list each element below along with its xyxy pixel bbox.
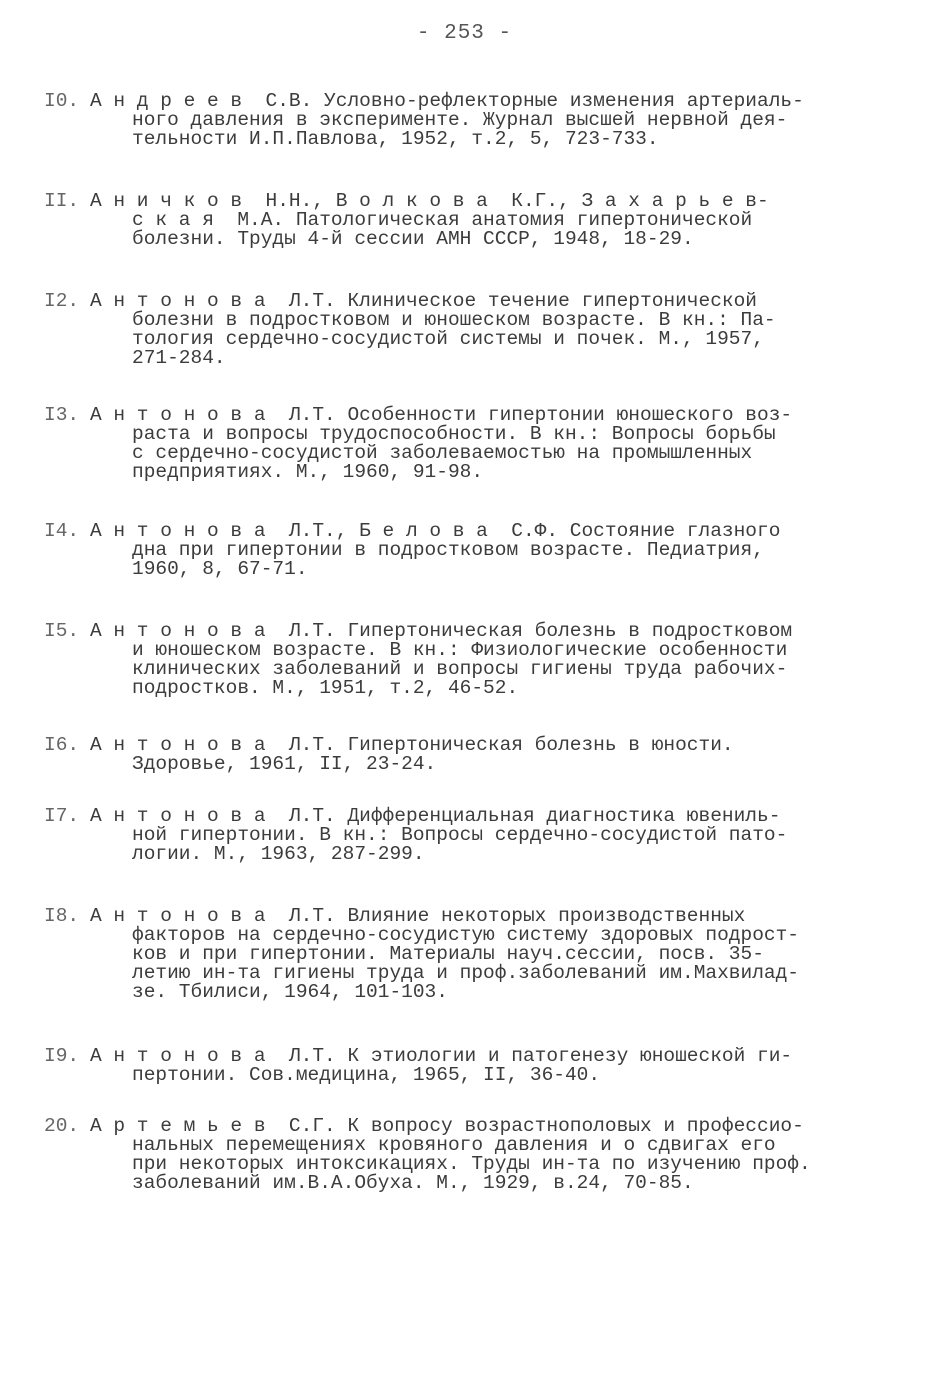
entry-text	[90, 622, 792, 698]
entry-number: I5.	[44, 620, 80, 642]
entry-number: II.	[44, 190, 80, 212]
entry-line: дна при гипертонии в подростковом возрасте. Педиатрия,	[132, 539, 764, 561]
entry-line: А н т о н о в а Л.Т. Клиническое течение гипертонической	[90, 290, 758, 312]
entry-number: I9.	[44, 1045, 80, 1067]
page-number: - 253 -	[416, 22, 513, 45]
entry-line: клинических заболеваний и вопросы гигиены труда рабочих-	[132, 658, 788, 680]
entry-line: А н т о н о в а Л.Т. Особенности гипертонии юношеского воз-	[90, 404, 793, 426]
entry-text	[90, 522, 780, 579]
entry-text	[90, 406, 792, 482]
entry-line: болезни. Труды 4-й сессии АМН СССР, 1948, 18-29.	[132, 228, 694, 250]
entry-text	[90, 807, 787, 864]
entry-number: I2.	[44, 290, 80, 312]
entry-line: ного давления в эксперименте. Журнал высшей нервной дея-	[132, 109, 788, 131]
entry-line: заболеваний им.В.А.Обуха. М., 1929, в.24, 70-85.	[132, 1172, 694, 1194]
entry-line: Здоровье, 1961, II, 23-24.	[132, 753, 437, 775]
entry-text	[90, 736, 734, 774]
entry-line: 1960, 8, 67-71.	[132, 558, 308, 580]
entry-number: I6.	[44, 734, 80, 756]
entry-text	[90, 1117, 811, 1193]
entry-number: I4.	[44, 520, 80, 542]
entry-text	[90, 292, 776, 368]
entry-line: нальных перемещениях кровяного давления и о сдвигах его	[132, 1134, 776, 1156]
entry-line: раста и вопросы трудоспособности. В кн.: Вопросы борьбы	[132, 423, 776, 445]
entry-line: логии. М., 1963, 287-299.	[132, 843, 425, 865]
entry-line: ков и при гипертонии. Материалы науч.сессии, посв. 35-	[132, 943, 764, 965]
entry-number: I7.	[44, 805, 80, 827]
entry-line: А н т о н о в а Л.Т. К этиологии и патогенезу юношеской ги-	[90, 1045, 793, 1067]
entry-number: I8.	[44, 905, 80, 927]
entry-number: I3.	[44, 404, 80, 426]
entry-number: I0.	[44, 90, 80, 112]
entry-line: факторов на сердечно-сосудистую систему здоровых подрост-	[132, 924, 800, 946]
entry-line: и юношеском возрасте. В кн.: Физиологические особенности	[132, 639, 788, 661]
entry-text	[90, 1047, 792, 1085]
entry-line: летию ин-та гигиены труда и проф.заболеваний им.Махвилад-	[132, 962, 800, 984]
entry-text	[90, 192, 769, 249]
entry-line: с к а я М.А. Патологическая анатомия гипертонической	[132, 209, 753, 231]
entry-line: А н т о н о в а Л.Т. Влияние некоторых производственных	[90, 905, 746, 927]
entry-line: ной гипертонии. В кн.: Вопросы сердечно-сосудистой пато-	[132, 824, 788, 846]
entry-line: А н т о н о в а Л.Т., Б е л о в а С.Ф. Состояние глазного	[90, 520, 781, 542]
entry-line: 271-284.	[132, 347, 226, 369]
entry-line: предприятиях. М., 1960, 91-98.	[132, 461, 484, 483]
entry-line: А н т о н о в а Л.Т. Гипертоническая болезнь в подростковом	[90, 620, 793, 642]
entry-line: пертонии. Сов.медицина, 1965, II, 36-40.	[132, 1064, 601, 1086]
entry-line: подростков. М., 1951, т.2, 46-52.	[132, 677, 519, 699]
entry-line: А р т е м ь е в С.Г. К вопросу возрастнополовых и профессио-	[90, 1115, 804, 1137]
entry-line: А н д р е е в С.В. Условно-рефлекторные изменения артериаль-	[90, 90, 804, 112]
entry-line: с сердечно-сосудистой заболеваемостью на промышленных	[132, 442, 753, 464]
entry-line: зе. Тбилиси, 1964, 101-103.	[132, 981, 448, 1003]
entry-text	[90, 907, 799, 1002]
entry-number: 20.	[44, 1115, 80, 1137]
entry-line: тельности И.П.Павлова, 1952, т.2, 5, 723-733.	[132, 128, 659, 150]
entry-line: при некоторых интоксикациях. Труды ин-та по изучению проф.	[132, 1153, 811, 1175]
entry-line: А н т о н о в а Л.Т. Дифференциальная диагностика ювениль-	[90, 805, 781, 827]
entry-line: болезни в подростковом и юношеском возрасте. В кн.: Па-	[132, 309, 776, 331]
entry-line: А н и ч к о в Н.Н., В о л к о в а К.Г., З а х а р ь е в-	[90, 190, 769, 212]
entry-text	[90, 92, 804, 149]
entry-line: тология сердечно-сосудистой системы и почек. М., 1957,	[132, 328, 764, 350]
entry-line: А н т о н о в а Л.Т. Гипертоническая болезнь в юности.	[90, 734, 734, 756]
